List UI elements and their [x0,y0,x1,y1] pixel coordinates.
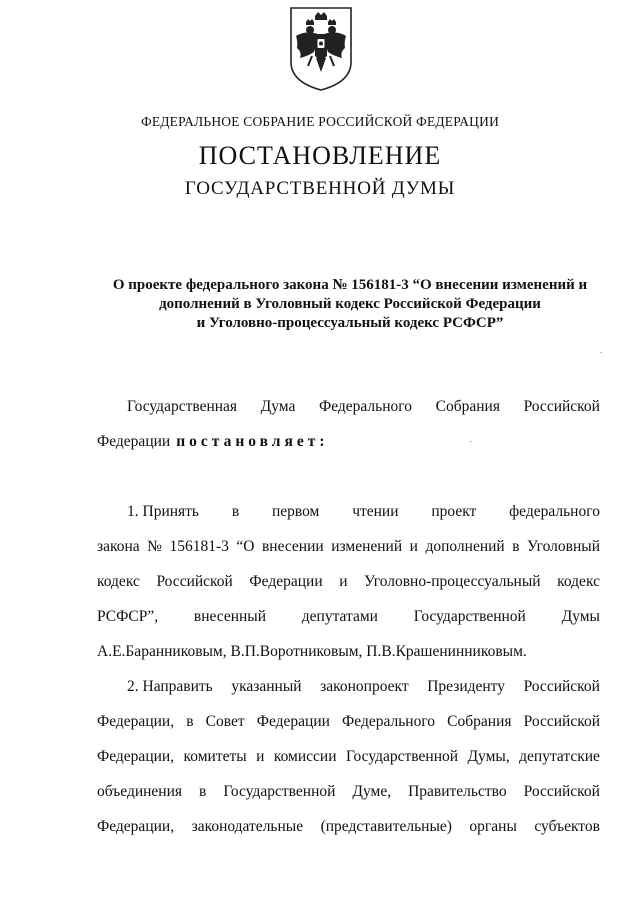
subject-line: дополнений в Уголовный кодекс Российской Федерации [159,296,541,312]
subject-line: и Уголовно-процессуальный кодекс РСФСР” [196,315,504,331]
item-1-paragraph [97,494,600,669]
item-2-paragraph [97,669,600,844]
text-line: Федерации, комитеты и комиссии Государственной Думы, депутатские [97,748,600,765]
scan-speck [470,441,472,442]
text-line: РСФСР”, внесенный депутатами Государственной Думы [97,608,600,625]
text-line: закона № 156181-3 “О внесении изменений и дополнений в Уголовный [97,538,600,555]
resolves-word: постановляет: [176,433,329,450]
text-line: Федерации, в Совет Федерации Федерального Собрания Российской [97,713,600,730]
deputies-names: А.Е.Баранниковым, В.П.Воротниковым, П.В.Крашенинниковым. [97,643,527,660]
scan-speck [600,352,602,353]
text-line: 1. Принять в первом чтении проект федерального [127,503,600,520]
text-line: 2. Направить указанный законопроект Президенту Российской [127,678,600,695]
text-line: объединения в Государственной Думе, Правительство Российской [97,783,600,800]
double-headed-eagle-icon [288,6,354,92]
document-title: ПОСТАНОВЛЕНИЕ [198,141,442,170]
text-line: кодекс Российской Федерации и Уголовно-процессуальный кодекс [97,573,600,590]
federal-assembly-heading: ФЕДЕРАЛЬНОЕ СОБРАНИЕ РОССИЙСКОЙ ФЕДЕРАЦИИ [140,114,500,129]
coat-of-arms-emblem [288,6,354,92]
document-subtitle: ГОСУДАРСТВЕННОЙ ДУМЫ [184,178,456,199]
document-subject [80,276,620,333]
preamble-paragraph [97,389,600,459]
text-line [97,634,600,669]
text-line: Федерации постановляет: [97,424,600,459]
subject-line: О проекте федерального закона № 156181-3 “О внесении изменений и [112,277,588,293]
text-line: Государственная Дума Федерального Собрания Российской [127,398,600,415]
text-line: Федерации, законодательные (представительные) органы субъектов [97,818,600,835]
